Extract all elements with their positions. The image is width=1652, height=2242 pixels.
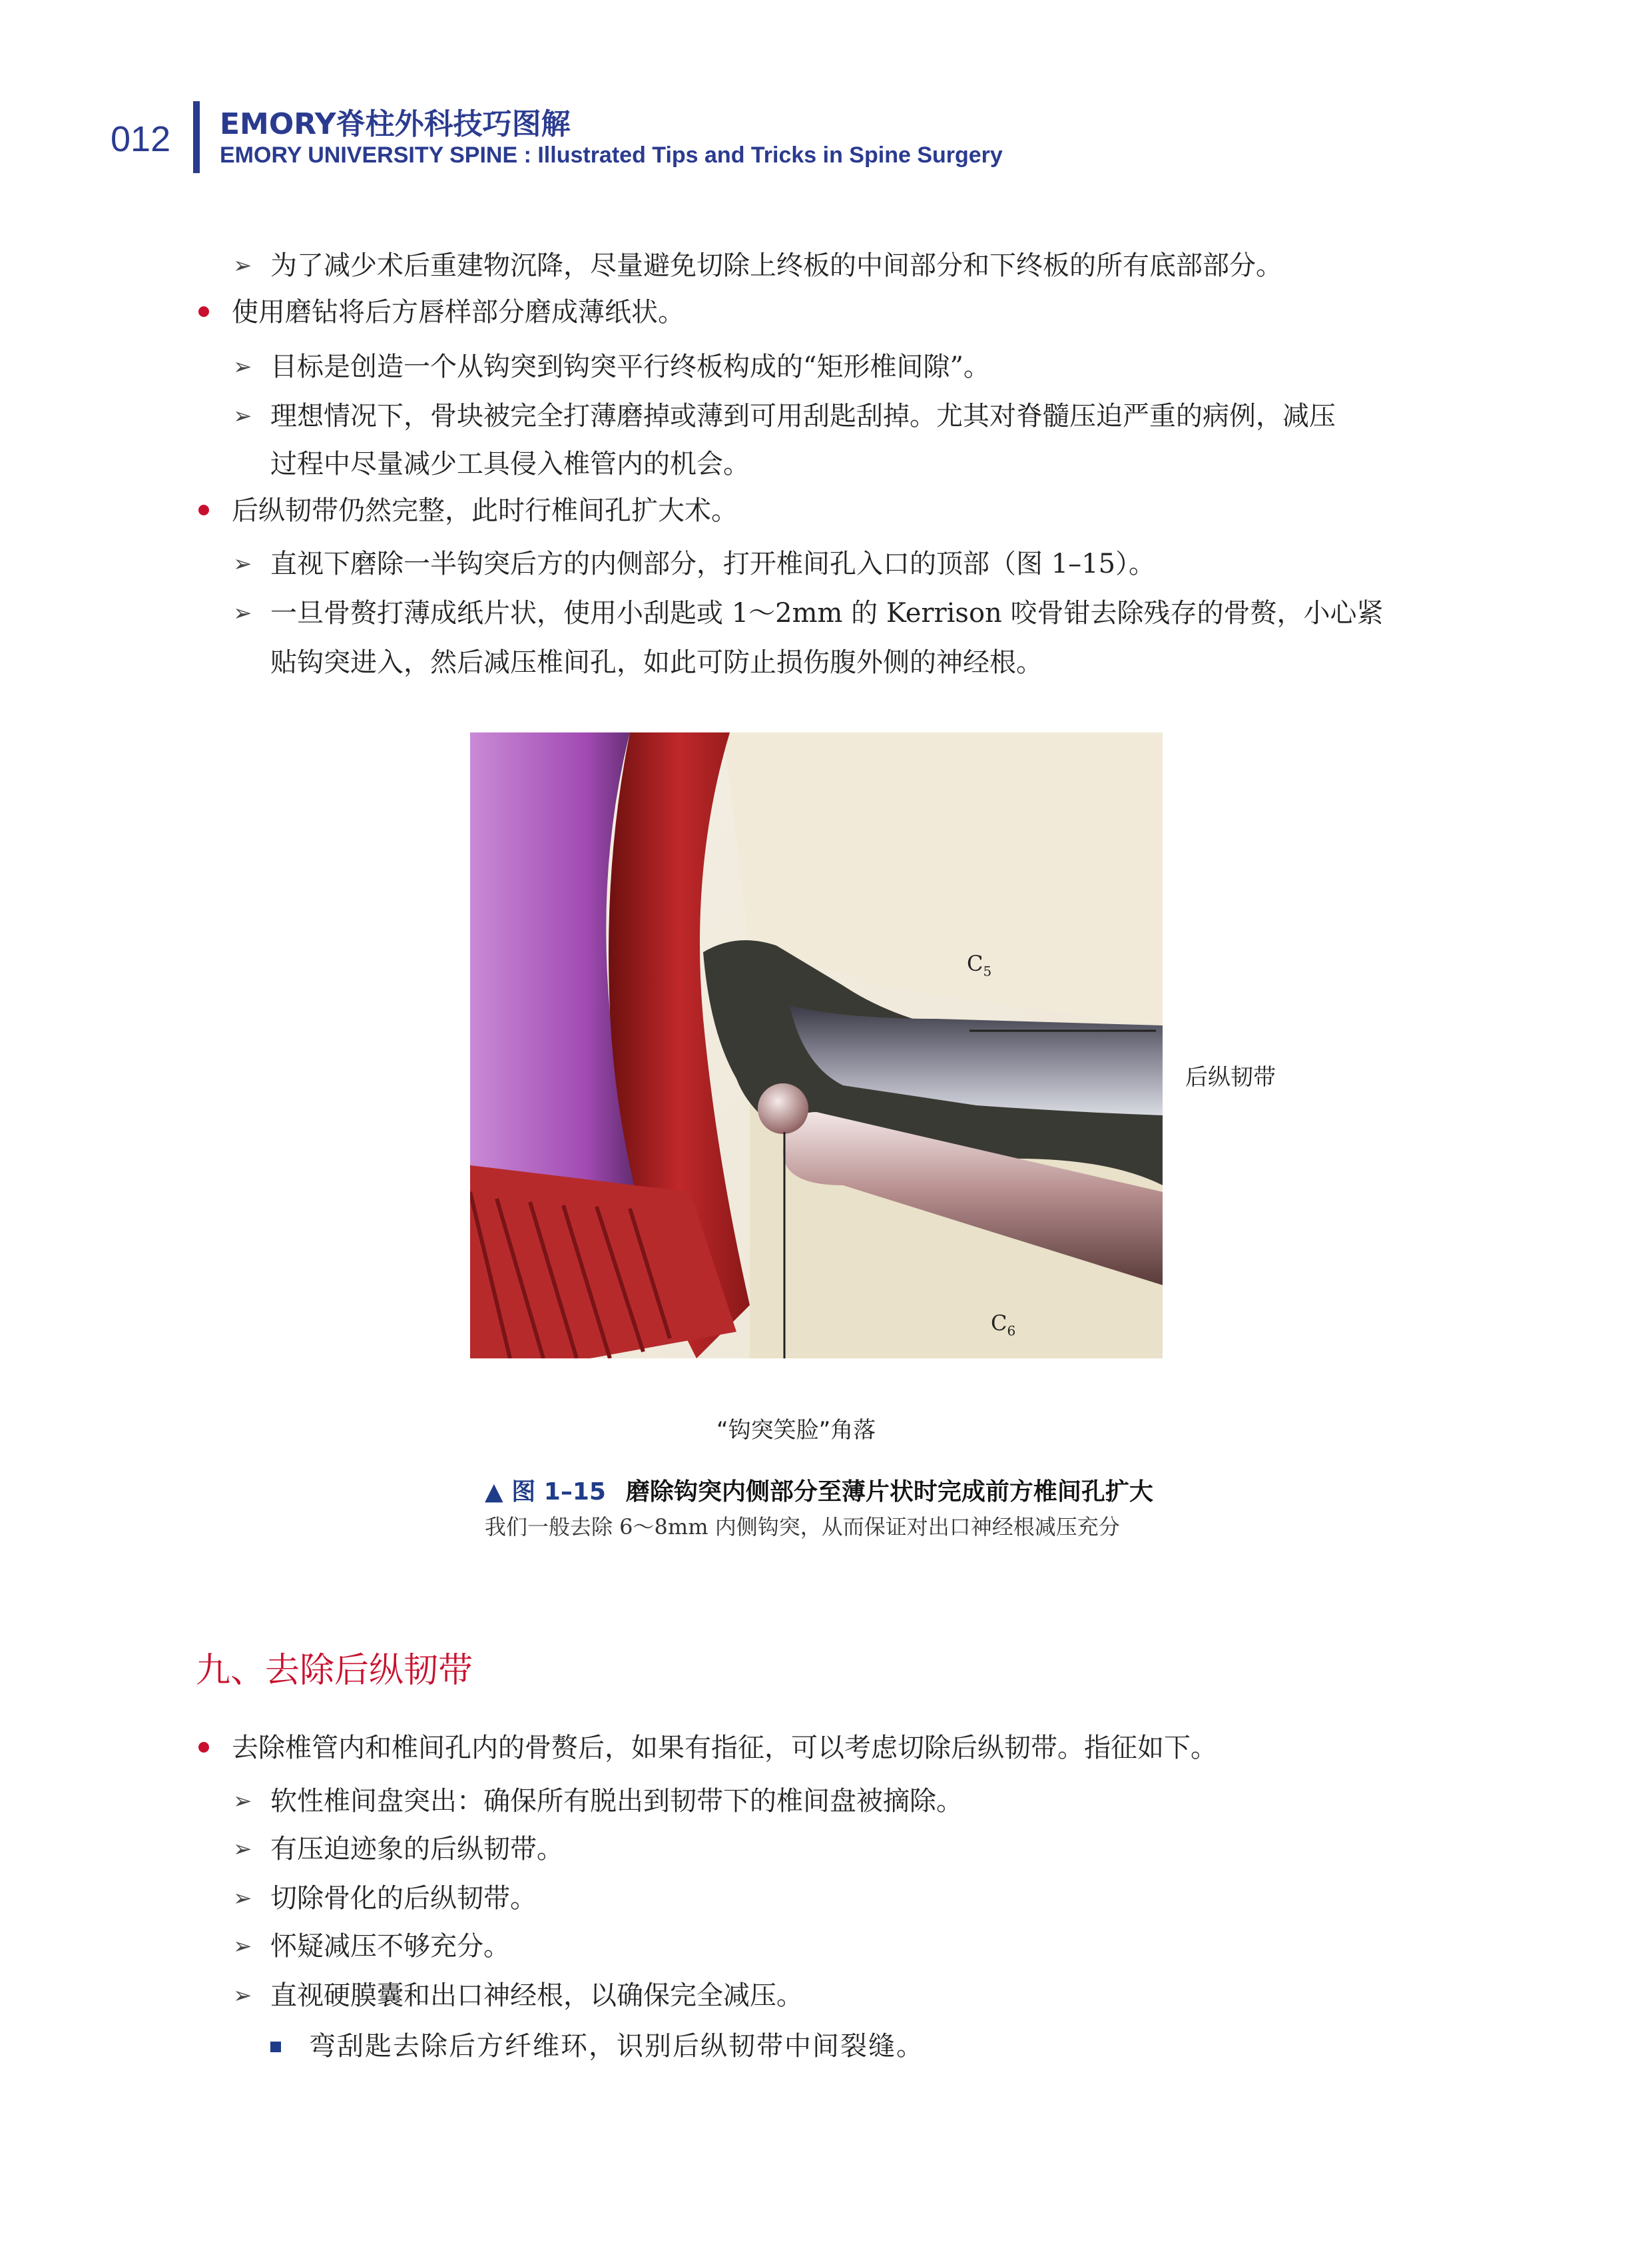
arrow-bullet-icon: ➢ bbox=[233, 1982, 252, 2009]
list-item: 去除椎管内和椎间孔内的骨赘后，如果有指征，可以考虑切除后纵韧带。指征如下。 bbox=[198, 1729, 1217, 1767]
pll-label: 后纵韧带 bbox=[1185, 1064, 1276, 1091]
list-item: 使用磨钻将后方唇样部分磨成薄纸状。 bbox=[198, 293, 685, 332]
arrow-bullet-icon: ➢ bbox=[233, 354, 252, 380]
arrow-bullet-icon: ➢ bbox=[233, 1836, 252, 1862]
arrow-bullet-icon: ➢ bbox=[233, 1885, 252, 1912]
list-item: ➢ 目标是创造一个从钩突到钩突平行终板构成的“矩形椎间隙”。 bbox=[233, 348, 990, 386]
list-item: 弯刮匙去除后方纤维环，识别后纵韧带中间裂缝。 bbox=[270, 2027, 924, 2066]
surgical-illustration bbox=[470, 732, 1163, 1358]
book-title: EMORY脊柱外科技巧图解 bbox=[220, 107, 571, 141]
arrow-bullet-icon: ➢ bbox=[233, 403, 252, 429]
square-bullet-icon bbox=[270, 2042, 281, 2052]
corner-label: “钩突笑脸”角落 bbox=[716, 1417, 876, 1444]
page-number: 012 bbox=[111, 119, 171, 159]
arrow-bullet-icon: ➢ bbox=[233, 1788, 252, 1815]
list-item: ➢ 一旦骨赘打薄成纸片状，使用小刮匙或 1～2mm 的 Kerrison 咬骨钳去除残存的骨赘，小心紧 bbox=[233, 594, 1384, 633]
triangle-icon: ▲ bbox=[485, 1478, 503, 1506]
arrow-bullet-icon: ➢ bbox=[233, 252, 252, 279]
list-item: ➢ 直视硬膜囊和出口神经根，以确保完全减压。 bbox=[233, 1976, 803, 2015]
list-item: 后纵韧带仍然完整，此时行椎间孔扩大术。 bbox=[198, 491, 738, 530]
red-dot-bullet-icon bbox=[198, 505, 209, 515]
list-item: ➢ 切除骨化的后纵韧带。 bbox=[233, 1879, 537, 1918]
list-item: ➢ 有压迫迹象的后纵韧带。 bbox=[233, 1830, 563, 1868]
red-dot-bullet-icon bbox=[198, 1742, 209, 1753]
arrow-bullet-icon: ➢ bbox=[233, 1933, 252, 1960]
book-subtitle: EMORY UNIVERSITY SPINE : Illustrated Tips and Tricks in Spine Surgery bbox=[220, 142, 1003, 168]
list-item-continuation: 贴钩突进入，然后减压椎间孔，如此可防止损伤腹外侧的神经根。 bbox=[270, 647, 1043, 678]
red-dot-bullet-icon bbox=[198, 306, 209, 317]
figure-note: 我们一般去除 6～8mm 内侧钩突，从而保证对出口神经根减压充分 bbox=[485, 1514, 1120, 1540]
list-item: ➢ 软性椎间盘突出：确保所有脱出到韧带下的椎间盘被摘除。 bbox=[233, 1782, 963, 1821]
list-item: ➢ 理想情况下，骨块被完全打薄磨掉或薄到可用刮匙刮掉。尤其对脊髓压迫严重的病例，减压 bbox=[233, 397, 1336, 435]
section-heading: 九、去除后纵韧带 bbox=[196, 1651, 473, 1691]
vertebra-c6-label: $C_6$ bbox=[991, 1310, 1016, 1339]
arrow-bullet-icon: ➢ bbox=[233, 600, 252, 627]
header-divider bbox=[193, 101, 200, 173]
list-item-continuation: 过程中尽量减少工具侵入椎管内的机会。 bbox=[270, 449, 750, 479]
figure-caption: ▲ 图 1–15 磨除钩突内侧部分至薄片状时完成前方椎间孔扩大 bbox=[485, 1478, 1153, 1506]
list-item: ➢ 直视下磨除一半钩突后方的内侧部分，打开椎间孔入口的顶部（图 1–15）。 bbox=[233, 545, 1155, 583]
vertebra-c5-label: $C_5$ bbox=[967, 951, 992, 980]
list-item: ➢ 怀疑减压不够充分。 bbox=[233, 1927, 510, 1966]
list-item: ➢ 为了减少术后重建物沉降，尽量避免切除上终板的中间部分和下终板的所有底部部分。 bbox=[233, 246, 1282, 285]
arrow-bullet-icon: ➢ bbox=[233, 551, 252, 577]
